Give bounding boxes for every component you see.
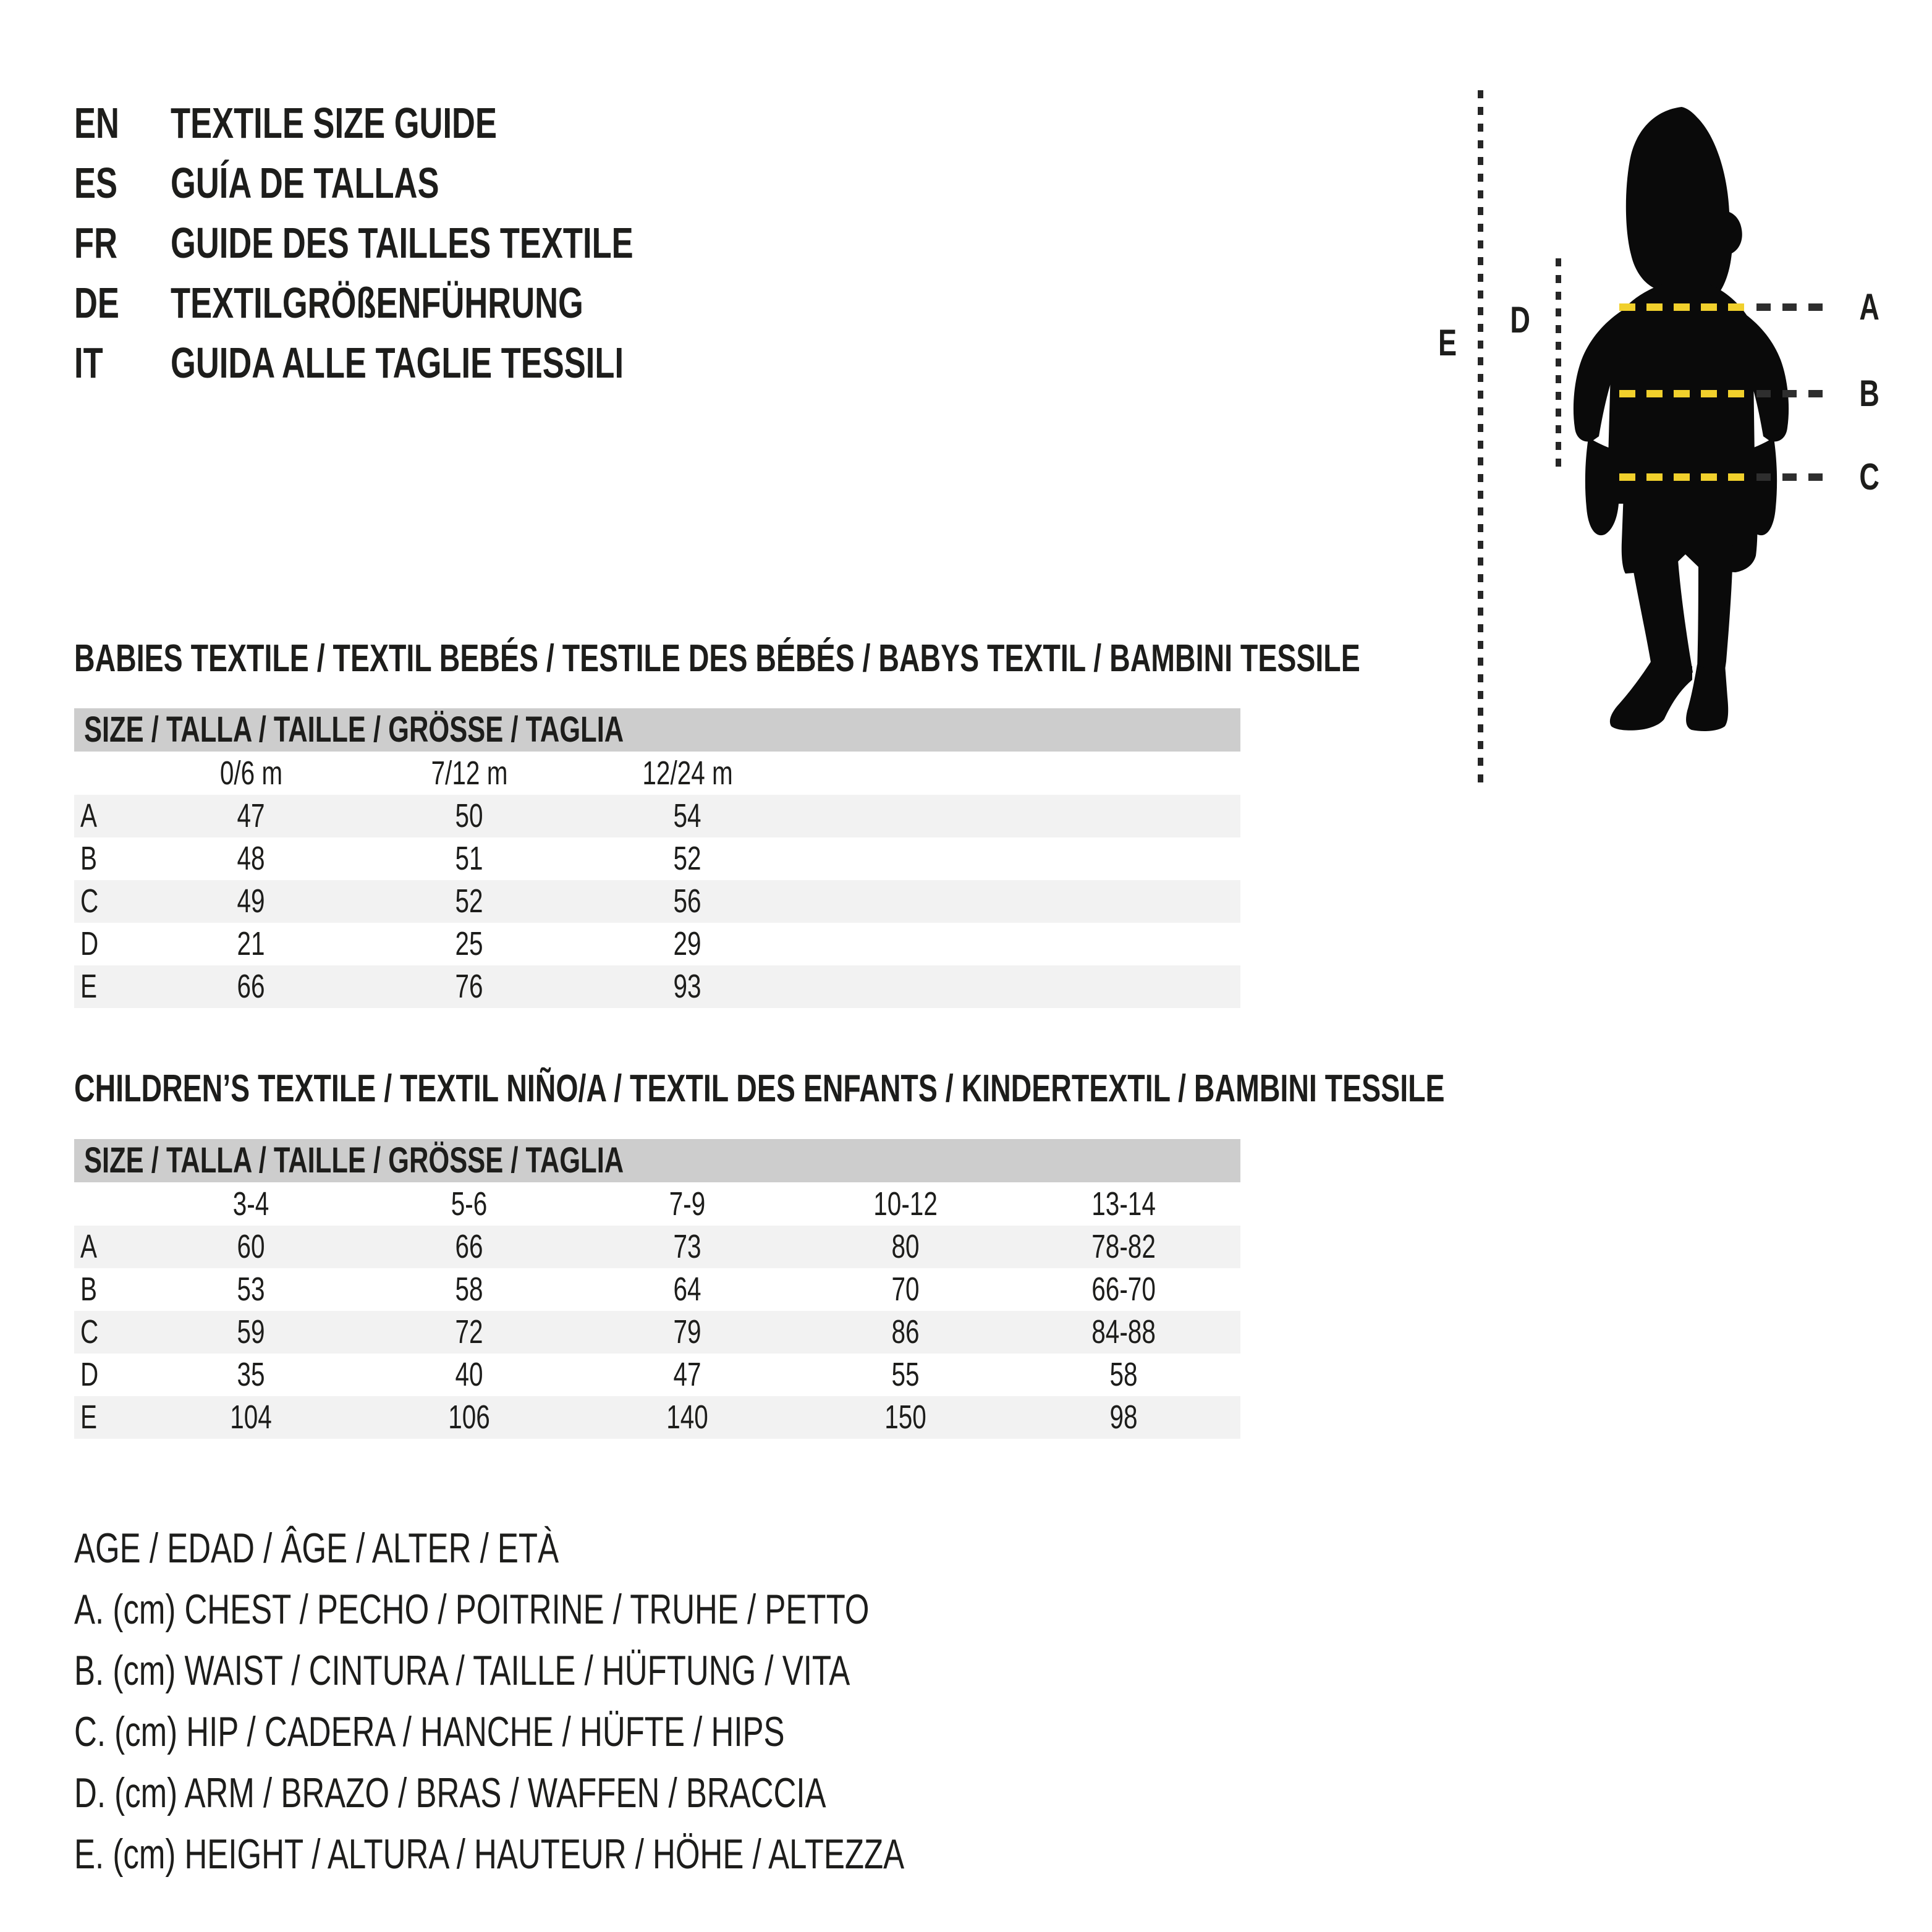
babies-row-e: E 66 76 93 — [74, 965, 1240, 1008]
babies-row-c: C 49 52 56 — [74, 880, 1240, 923]
hip-dash-dark — [1756, 473, 1832, 481]
babies-col-12-24m: 12/24 m — [642, 755, 733, 792]
lang-code-de: DE — [74, 278, 119, 327]
children-row-d: D 35 40 47 55 58 — [80, 1356, 1138, 1393]
lang-code-en: EN — [74, 98, 119, 147]
waist-dash-yellow — [1619, 390, 1750, 397]
waist-dash-dark — [1756, 390, 1832, 397]
arm-measure-line-d — [1556, 258, 1561, 471]
lang-title-it: GUIDA ALLE TAGLIE TESSILI — [171, 338, 624, 387]
children-row-a: A 60 66 73 80 78-82 — [74, 1226, 1240, 1268]
children-table-header: SIZE / TALLA / TAILLE / GRÖSSE / TAGLIA — [74, 1139, 1240, 1182]
lang-title-fr: GUIDE DES TAILLES TEXTILE — [171, 218, 633, 267]
lang-code-fr: FR — [74, 218, 117, 267]
measure-label-a: A — [1859, 286, 1880, 328]
measure-label-b: B — [1859, 373, 1880, 414]
children-col-7-9: 7-9 — [669, 1185, 706, 1222]
children-column-header-row — [74, 1182, 1240, 1226]
lang-code-it: IT — [74, 338, 103, 387]
children-row-e: E 104 106 140 150 98 — [74, 1396, 1240, 1439]
legend-chest: A. (cm) CHEST / PECHO / POITRINE / TRUHE / PETTO — [74, 1586, 870, 1633]
chest-dash-yellow — [1619, 303, 1750, 311]
children-row-b: B 53 58 64 70 66-70 — [80, 1271, 1156, 1308]
babies-size-table — [74, 708, 1240, 1008]
language-title-block — [74, 93, 787, 392]
babies-table-header: SIZE / TALLA / TAILLE / GRÖSSE / TAGLIA — [74, 708, 1240, 752]
lang-row-fr — [74, 213, 787, 273]
measure-label-e: E — [1438, 322, 1457, 363]
children-col-3-4: 3-4 — [233, 1185, 269, 1222]
lang-row-en — [74, 93, 787, 153]
measure-label-c: C — [1859, 456, 1880, 498]
babies-row-a: A 47 50 54 — [74, 795, 1240, 837]
babies-column-header-row — [74, 752, 1240, 795]
legend-hip: C. (cm) HIP / CADERA / HANCHE / HÜFTE / HIPS — [74, 1708, 785, 1755]
babies-col-7-12m: 7/12 m — [431, 755, 508, 792]
legend-age: AGE / EDAD / ÂGE / ALTER / ETÀ — [74, 1525, 559, 1572]
lang-title-es: GUÍA DE TALLAS — [171, 158, 439, 207]
legend-arm: D. (cm) ARM / BRAZO / BRAS / WAFFEN / BRACCIA — [74, 1769, 826, 1816]
chest-dash-dark — [1756, 303, 1832, 311]
legend-waist: B. (cm) WAIST / CINTURA / TAILLE / HÜFTUNG / VITA — [74, 1647, 850, 1694]
children-col-5-6: 5-6 — [451, 1185, 488, 1222]
hip-dash-yellow — [1619, 473, 1750, 481]
lang-row-it — [74, 333, 787, 392]
babies-row-d: D 21 25 29 — [80, 925, 702, 962]
children-size-table — [74, 1139, 1240, 1439]
lang-row-es — [74, 153, 787, 213]
children-col-10-12: 10-12 — [873, 1185, 938, 1222]
children-row-c: C 59 72 79 86 84-88 — [74, 1311, 1240, 1354]
babies-section-title: BABIES TEXTILE / TEXTIL BEBÉS / TESTILE DES BÉBÉS / BABYS TEXTIL / BAMBINI TESSILE — [74, 637, 1360, 680]
babies-row-b: B 48 51 52 — [80, 840, 702, 877]
lang-title-de: TEXTILGRÖßENFÜHRUNG — [171, 278, 583, 327]
children-section-title: CHILDREN’S TEXTILE / TEXTIL NIÑO/A / TEXTIL DES ENFANTS / KINDERTEXTIL / BAMBINI TESSILE — [74, 1067, 1445, 1110]
lang-title-en: TEXTILE SIZE GUIDE — [171, 98, 497, 147]
lang-row-de — [74, 273, 787, 333]
height-measure-line-e — [1478, 90, 1483, 787]
measure-label-d: D — [1510, 299, 1531, 341]
babies-col-0-6m: 0/6 m — [219, 755, 283, 792]
lang-code-es: ES — [74, 158, 118, 207]
measure-legend — [74, 1518, 1181, 1885]
children-col-13-14: 13-14 — [1091, 1185, 1156, 1222]
legend-height: E. (cm) HEIGHT / ALTURA / HAUTEUR / HÖHE / ALTEZZA — [74, 1831, 905, 1878]
